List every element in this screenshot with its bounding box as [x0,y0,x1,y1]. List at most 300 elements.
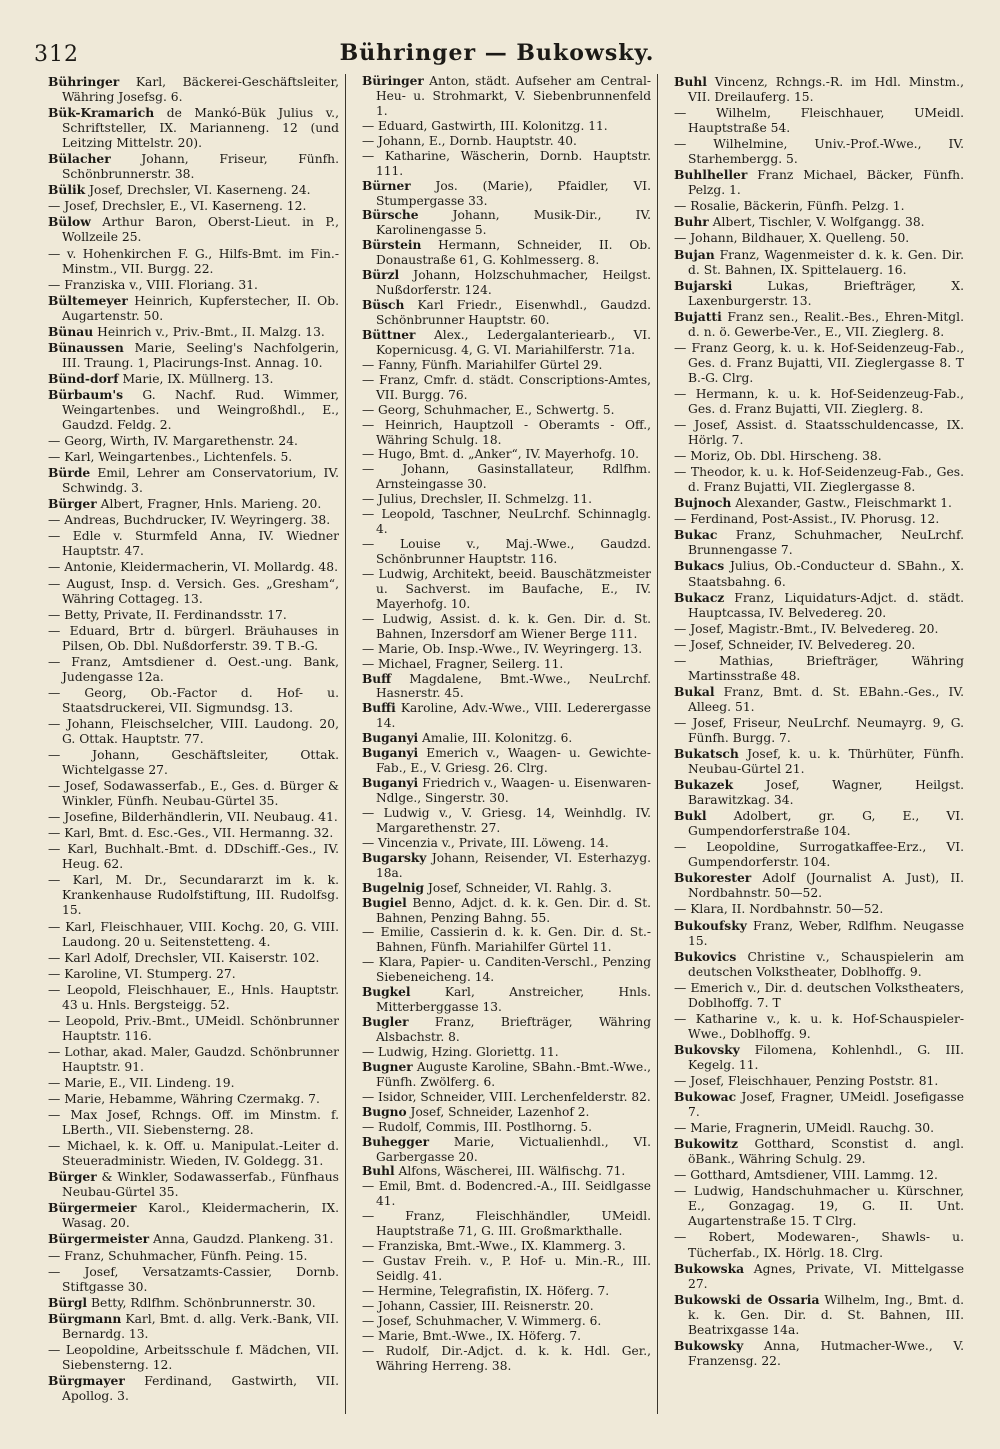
entry-details: Anna, Hutmacher-Wwe., V. Franzensg. 22. [688,1338,964,1368]
entry-details: — Vincenzia v., Private, III. Löweng. 14. [362,835,609,850]
entry-details: — Lothar, akad. Maler, Gaudzd. Schönbrunner Hauptstr. 91. [48,1044,339,1074]
directory-entry [48,607,339,623]
entry-details: Betty, Rdlfhm. Schönbrunnerstr. 30. [87,1295,316,1310]
entry-surname: Buganyi [362,776,419,791]
entry-details: — Josef, Schuhmacher, V. Wimmerg. 6. [362,1313,602,1328]
directory-entry [674,1136,964,1167]
entry-surname: Bugkel [362,985,411,1000]
entry-details: — Johann, Fleischselcher, VIII. Laudong. 20, G. Ottak. Hauptstr. 77. [48,716,339,746]
directory-entry [48,1200,339,1231]
entry-details: Wilhelm, Ing., Bmt. d. k. k. Gen. Dir. d. St. Bahnen, III. Beatrixgasse 14a. [688,1292,964,1337]
directory-entry [674,1042,964,1073]
directory-entry [48,950,339,966]
directory-entry [48,919,339,950]
entry-details: — Josefine, Bilderhändlerin, VII. Neubaug. 41. [48,810,338,825]
directory-entry [48,496,339,512]
entry-details: — Marie, Ob. Insp.-Wwe., IV. Weyringerg. 13. [362,641,643,656]
entry-details: — Karl, Fleischhauer, VIII. Kochg. 20, G. VIII. Laudong. 20 u. Seitenstetteng. 4. [48,919,339,949]
directory-entry [362,403,651,418]
directory-entry [362,418,651,448]
entry-details: — Hugo, Bmt. d. „Anker“, IV. Mayerhofg. 10. [362,447,640,462]
directory-entry [674,230,964,246]
entry-details: — Josef, Friseur, NeuLrchf. Neumayrg. 9, G. Fünfh. Burgg. 7. [674,715,964,745]
entry-details: — Heinrich, Hauptzoll - Oberamts - Off., Währing Schulg. 18. [362,417,651,447]
entry-details: Alfons, Wäscherei, III. Wälfischg. 71. [394,1164,626,1179]
entry-surname: Buhr [674,214,709,230]
directory-entry [362,657,651,672]
directory-entry [362,701,651,731]
entry-details: — Karl, Buchhalt.-Bmt. d. DDschiff.-Ges., IV. Heug. 62. [48,842,339,872]
directory-entry [362,447,651,462]
entry-details: — Klara, II. Nordbahnstr. 50—52. [674,902,884,917]
entry-details: Marie, IX. Müllnerg. 13. [118,371,274,386]
directory-entry [48,246,339,277]
directory-entry [48,371,339,387]
directory-entry [48,966,339,982]
entry-surname: Bukac [674,527,718,543]
directory-entry [674,621,964,637]
entry-surname: Bukatsch [674,746,739,762]
directory-entry [674,637,964,653]
directory-entry [362,492,651,507]
entry-details: Gotthard, Sconstist d. angl. öBank., Währing Schulg. 29. [688,1137,964,1167]
entry-details: — Karl, Bmt. d. Esc.-Ges., VII. Hermanng. 32. [48,826,334,841]
directory-entry [362,537,651,567]
entry-details: Heinrich, Kupferstecher, II. Ob. Augartenstr. 50. [62,293,339,323]
directory-entry [48,778,339,809]
entry-details: — Georg, Ob.-Factor d. Hof- u. Staatsdruckerei, VII. Sigmundsg. 13. [48,685,339,715]
directory-entry [362,1164,651,1179]
directory-entry [674,167,964,198]
entry-details: — Michael, k. k. Off. u. Manipulat.-Leiter d. Steueradministr. Wieden, IV. Goldegg. 31. [48,1139,339,1169]
entry-details: Franz, Wagenmeister d. k. k. Gen. Dir. d. St. Bahnen, IX. Spittelauerg. 16. [688,247,964,277]
directory-entry [674,901,964,917]
directory-entry [48,512,339,528]
entry-surname: Bürstein [362,238,422,253]
directory-entry [48,214,339,245]
directory-entry [362,881,651,896]
entry-details: — Leopold, Fleischhauer, E., Hnls. Hauptstr. 43 u. Hnls. Bergsteigg. 52. [48,982,339,1012]
entry-surname: Büttner [362,327,416,342]
entry-surname: Buhl [674,74,707,89]
entry-surname: Bugelnig [362,880,425,895]
directory-entry [48,825,339,841]
entry-details: Karol., Kleidermacherin, IX. Wasag. 20. [62,1201,339,1231]
directory-entry [48,716,339,747]
directory-entry [362,373,651,403]
directory-entry [362,358,651,373]
directory-entry [362,238,651,268]
entry-surname: Bukazek [674,777,734,793]
entry-details: — Johann, Cassier, III. Reisnerstr. 20. [362,1298,594,1313]
entry-details: Karoline, Adv.-Wwe., VIII. Lederergasse 14. [376,701,651,731]
entry-surname: Bürger [48,1169,97,1185]
entry-details: — Karl, M. Dr., Secundararzt im k. k. Krankenhause Rudolfstiftung, III. Rudolfsg. 15. [48,873,339,918]
directory-entry [674,417,964,448]
entry-details: — Josef, Sodawasserfab., E., Ges. d. Bürger & Winkler, Fünfh. Neubau-Gürtel 35. [48,779,339,809]
entry-details: Emil, Lehrer am Conservatorium, IV. Schwindg. 3. [62,466,339,496]
entry-surname: Bühringer [48,74,120,89]
entry-surname: Bülik [48,182,86,198]
entry-details: Johann, Holzschuhmacher, Heilgst. Nußdorferstr. 124. [376,268,651,298]
entry-surname: Buff [362,671,392,686]
directory-entry [48,872,339,918]
directory-entry [674,448,964,464]
entry-details: — Karl, Weingartenbes., Lichtenfels. 5. [48,450,293,465]
entry-details: Josef, Drechsler, VI. Kaserneng. 24. [85,183,311,198]
entry-details: — Ludwig, Handschuhmacher u. Kürschner, E., Gonzagag. 19, G. II. Unt. Augartenstraße 15. T Clrg. [674,1184,964,1229]
entry-details: Johann, Reisender, VI. Esterhazyg. 18a. [376,850,651,880]
entry-surname: Bukovsky [674,1041,740,1057]
entry-surname: Bugner [362,1059,413,1074]
entry-details: Albert, Tischler, V. Wolfgangg. 38. [708,215,925,230]
directory-entry [362,179,651,209]
entry-details: Friedrich v., Waagen- u. Eisenwaren-Ndlge., Singerstr. 30. [376,776,651,805]
directory-entry [674,74,964,105]
directory-entry [48,465,339,496]
entry-details: & Winkler, Sodawasserfab., Fünfhaus Neubau-Gürtel 35. [62,1170,339,1200]
directory-entry [362,776,651,806]
entry-details: Marie, Seeling's Nachfolgerin, III. Traung. 1, Placirungs-Inst. Annag. 10. [62,340,339,370]
directory-entry [362,462,651,492]
entry-details: Josef, Schneider, Lazenhof 2. [406,1104,590,1119]
entry-details: — Fanny, Fünfh. Mariahilfer Gürtel 29. [362,357,603,372]
directory-entry [362,119,651,134]
entry-details: — Franz, Fleischhändler, UMeidl. Hauptstraße 71, G. III. Großmarkthalle. [362,1209,651,1239]
entry-details: — Johann, Geschäftsleiter, Ottak. Wichtelgasse 27. [48,748,339,778]
directory-entry [362,612,651,642]
column-right [658,74,970,1414]
entry-surname: Bukal [674,683,715,699]
entry-details: Franz Michael, Bäcker, Fünfh. Pelzg. 1. [688,168,964,198]
entry-surname: Buffi [362,701,396,716]
entry-surname: Bukowitz [674,1136,738,1152]
directory-entry [48,559,339,575]
entry-surname: Bülacher [48,151,111,167]
entry-details: Arthur Baron, Oberst-Lieut. in P., Wollzeile 25. [62,215,339,245]
entry-details: Johann, Friseur, Fünfh. Schönbrunnerstr. 38. [62,152,339,182]
directory-entry [362,507,651,537]
directory-entry [48,449,339,465]
directory-entry [48,623,339,654]
entry-details: — Franz, Amtsdiener d. Oest.-ung. Bank, Judengasse 12a. [48,654,339,684]
entry-details: — Robert, Modewaren-, Shawls- u. Tücherfab., IX. Hörlg. 18. Clrg. [674,1230,964,1260]
entry-details: Magdalene, Bmt.-Wwe., NeuLrchf. Hasnerstr. 45. [376,671,651,701]
directory-entry [48,74,339,105]
entry-details: — Ferdinand, Post-Assist., IV. Phorusg. 12. [674,512,940,527]
directory-entry [48,293,339,324]
directory-entry [674,808,964,839]
entry-surname: Bürbaum's [48,386,124,402]
entry-surname: Bujan [674,246,715,262]
entry-details: — August, Insp. d. Versich. Ges. „Gresham“, Währing Cottageg. 13. [48,576,339,606]
directory-entry [674,715,964,746]
directory-entry [674,1073,964,1089]
entry-details: Heinrich v., Priv.-Bmt., II. Malzg. 13. [93,324,325,339]
entry-details: Josef, Schneider, VI. Rahlg. 3. [424,880,612,895]
entry-details: Johann, Musik-Dir., IV. Karolinengasse 5. [376,208,651,238]
directory-entry [48,1264,339,1295]
entry-surname: Bukoufsky [674,917,747,933]
entry-surname: Bürger [48,496,97,512]
directory-entry [674,1229,964,1260]
entry-surname: Bujarski [674,277,733,293]
directory-entry [674,464,964,495]
entry-surname: Bukowsky [674,1337,744,1353]
entry-surname: Buganyi [362,746,419,761]
entry-surname: Bujatti [674,308,722,324]
entry-details: — Josef, Assist. d. Staatsschuldencasse, IX. Hörlg. 7. [674,418,964,448]
entry-surname: Buhl [362,1164,395,1179]
directory-entry [48,528,339,559]
entry-details: — Josef, Versatzamts-Cassier, Dornb. Stiftgasse 30. [48,1264,339,1294]
directory-entry [48,277,339,293]
entry-details: — Emerich v., Dir. d. deutschen Volkstheaters, Doblhoffg. 7. T [674,980,964,1010]
entry-details: Vincenz, Rchngs.-R. im Hdl. Minstm., VII. Dreilauferg. 15. [688,75,964,105]
entry-surname: Bugno [362,1104,407,1119]
directory-entry [674,247,964,278]
entry-details: — Eduard, Gastwirth, III. Kolonitzg. 11. [362,118,608,133]
entry-surname: Bukacz [674,589,725,605]
directory-entry [674,1183,964,1229]
directory-entry [674,777,964,808]
entry-surname: Bukl [674,808,707,824]
entry-details: — Louise v., Maj.-Wwe., Gaudzd. Schönbrunner Hauptstr. 116. [362,537,651,566]
directory-entry [48,105,339,151]
entry-surname: Bünd-dorf [48,370,119,386]
directory-entry [362,1329,651,1344]
directory-entry [362,1239,651,1254]
entry-details: Josef, Fragner, UMeidl. Josefigasse 7. [688,1090,964,1120]
directory-entry [362,1344,651,1374]
directory-entry [674,1011,964,1042]
entry-details: — Karoline, VI. Stumperg. 27. [48,966,236,981]
entry-details: Franz sen., Realit.-Bes., Ehren-Mitgl. d. n. ö. Gewerbe-Ver., E., VII. Zieglerg. 8. [688,309,964,339]
directory-entry [362,134,651,149]
directory-entry [362,208,651,238]
entry-details: Albert, Fragner, Hnls. Marieng. 20. [96,497,322,512]
entry-details: — Leopold, Taschner, NeuLrchf. Schinnaglg. 4. [362,507,651,537]
directory-entry [48,1311,339,1342]
entry-details: Adolf (Journalist A. Just), II. Nordbahnstr. 50—52. [688,871,964,901]
entry-details: — Hermann, k. u. k. Hof-Seidenzeug-Fab., Ges. d. Franz Bujatti, VII. Zieglerg. 8. [674,386,964,416]
page-title: Bühringer — Bukowsky. [339,40,655,66]
directory-entry [362,1015,651,1045]
entry-surname: Bültemeyer [48,292,128,308]
entry-details: — Josef, Magistr.-Bmt., IV. Belvedereg. 20. [674,621,939,636]
entry-details: — Mathias, Briefträger, Währing Martinsstraße 48. [674,653,964,683]
directory-entry [674,198,964,214]
directory-entry [674,558,964,589]
entry-details: G. Nachf. Rud. Wimmer, Weingartenbes. und Weingroßhdl., E., Gaudzd. Feldg. 2. [62,387,339,433]
directory-entry [48,747,339,778]
entry-details: — Emilie, Cassierin d. k. k. Gen. Dir. d. St.-Bahnen, Fünfh. Mariahilfer Gürtel 11. [362,925,651,955]
directory-columns [34,74,970,1414]
directory-entry [674,870,964,901]
entry-details: — Katharine, Wäscherin, Dornb. Hauptstr. 111. [362,148,651,178]
entry-details: — Josef, Fleischhauer, Penzing Poststr. 81. [674,1074,939,1088]
entry-details: Julius, Ob.-Conducteur d. SBahn., X. Staatsbahng. 6. [688,559,964,589]
entry-details: Franz, Liquidaturs-Adjct. d. städt. Hauptcassa, IV. Belvedereg. 20. [688,590,964,620]
directory-entry [362,1284,651,1299]
entry-surname: Bugler [362,1015,409,1030]
directory-entry [674,1338,964,1369]
entry-details: — Marie, E., VII. Lindeng. 19. [48,1076,235,1090]
directory-entry [362,1299,651,1314]
directory-entry [48,1231,339,1247]
entry-details: — Josef, Schneider, IV. Belvedereg. 20. [674,637,916,652]
entry-details: Karl, Anstreicher, Hnls. Mitterberggasse 13. [376,985,651,1015]
entry-details: — Wilhelm, Fleischhauer, UMeidl. Hauptstraße 54. [674,106,964,136]
entry-details: — Antonie, Kleidermacherin, VI. Mollardg. 48. [48,560,339,575]
directory-entry [48,1075,339,1091]
directory-entry [48,182,339,198]
entry-details: Alex., Ledergalanteriearb., VI. Kopernicusg. 4, G. VI. Mariahilferstr. 71a. [376,327,651,357]
directory-entry [362,985,651,1015]
directory-entry [362,1254,651,1284]
entry-details: — v. Hohenkirchen F. G., Hilfs-Bmt. im Fin.-Minstm., VII. Burgg. 22. [48,246,339,276]
page-header [34,38,960,72]
entry-details: — Leopold, Priv.-Bmt., UMeidl. Schönbrunner Hauptstr. 116. [48,1013,339,1043]
entry-surname: Bülow [48,214,91,230]
directory-entry [48,841,339,872]
directory-entry [48,1342,339,1373]
directory-entry [362,851,651,881]
entry-details: — Gotthard, Amtsdiener, VIII. Lammg. 12. [674,1168,938,1183]
entry-details: — Betty, Private, II. Ferdinandsstr. 17. [48,607,287,622]
directory-entry [362,1045,651,1060]
entry-details: Filomena, Kohlenhdl., G. III. Kegelg. 11. [688,1042,964,1072]
entry-surname: Bürgermeier [48,1200,137,1216]
entry-surname: Buganyi [362,731,419,746]
entry-details: Karl Friedr., Eisenwhdl., Gaudzd. Schönbrunner Hauptstr. 60. [376,298,651,327]
directory-entry [674,1120,964,1136]
entry-details: — Marie, Hebamme, Währing Czermakg. 7. [48,1092,320,1107]
entry-surname: Buhlheller [674,167,748,183]
entry-surname: Bujnoch [674,495,732,511]
entry-details: — Rosalie, Bäckerin, Fünfh. Pelzg. 1. [674,199,905,214]
entry-details: — Gustav Freih. v., P. Hof- u. Min.-R., III. Seidlg. 41. [362,1254,651,1283]
directory-entry [362,1120,651,1135]
directory-entry [48,576,339,607]
entry-surname: Bünaussen [48,339,124,355]
directory-entry [674,214,964,230]
entry-details: — Emil, Bmt. d. Bodencred.-A., III. Seidlgasse 41. [362,1179,651,1209]
entry-details: Amalie, III. Kolonitzg. 6. [418,731,573,746]
entry-details: — Ludwig, Hzing. Gloriettg. 11. [362,1044,559,1059]
directory-entry [362,1209,651,1239]
directory-entry [48,1373,339,1404]
directory-entry [674,495,964,511]
directory-entry [48,1091,339,1107]
entry-details: — Johann, Bildhauer, X. Quelleng. 50. [674,231,910,246]
directory-entry [48,198,339,214]
entry-details: — Franziska v., VIII. Floriang. 31. [48,277,258,292]
entry-surname: Bürzl [362,268,400,283]
directory-entry [48,685,339,716]
directory-entry [48,809,339,825]
directory-entry [362,149,651,179]
entry-surname: Bürner [362,178,411,193]
entry-surname: Bürgmann [48,1310,122,1326]
directory-entry [362,896,651,926]
directory-entry [362,1090,651,1105]
entry-details: Anton, städt. Aufseher am Central-Heu- u. Strohmarkt, V. Siebenbrunnenfeld 1. [376,74,651,118]
entry-details: Josef, k. u. k. Thürhüter, Fünfh. Neubau-Gürtel 21. [688,747,964,777]
directory-entry [674,653,964,684]
directory-entry [362,731,651,746]
entry-details: Adolbert, gr. G, E., VI. Gumpendorferstraße 104. [688,809,964,839]
entry-details: — Georg, Wirth, IV. Margarethenstr. 24. [48,434,298,449]
entry-details: Marie, Victualienhdl., VI. Garbergasse 20. [376,1134,651,1164]
entry-details: — Johann, Gasinstallateur, Rdlfhm. Arnsteingasse 30. [362,462,651,492]
entry-details: Franz, Briefträger, Währing Alsbachstr. 8. [376,1015,651,1044]
entry-details: Franz, Weber, Rdlfhm. Neugasse 15. [688,918,964,948]
entry-details: — Franz, Cmfr. d. städt. Conscriptions-Amtes, VII. Burgg. 76. [362,372,651,402]
directory-entry [48,324,339,340]
entry-details: — Andreas, Buchdrucker, IV. Weyringerg. 38. [48,513,331,528]
entry-details: Auguste Karoline, SBahn.-Bmt.-Wwe., Fünfh. Zwölferg. 6. [376,1059,651,1089]
entry-details: Benno, Adjct. d. k. k. Gen. Dir. d. St. Bahnen, Penzing Bahng. 55. [376,895,651,925]
directory-entry [48,1013,339,1044]
directory-entry [48,654,339,685]
entry-surname: Bukovics [674,948,737,964]
entry-details: Jos. (Marie), Pfaidler, VI. Stumpergasse 33. [376,178,651,208]
entry-surname: Bukacs [674,558,725,574]
directory-entry [674,105,964,136]
entry-details: Anna, Gaudzd. Plankeng. 31. [149,1232,334,1247]
entry-details: — Georg, Schuhmacher, E., Schwertg. 5. [362,402,615,417]
entry-details: Hermann, Schneider, II. Ob. Donaustraße 61, G. Kohlmesserg. 8. [376,238,651,268]
directory-entry [362,806,651,836]
entry-details: — Rudolf, Commis, III. Postlhorng. 5. [362,1119,592,1134]
directory-entry [674,684,964,715]
entry-details: — Theodor, k. u. k. Hof-Seidenzeug-Fab., Ges. d. Franz Bujatti, VII. Zieglergasse 8. [674,465,964,495]
entry-details: — Rudolf, Dir.-Adjct. d. k. k. Hdl. Ger., Währing Herreng. 38. [362,1343,651,1373]
entry-details: — Ludwig, Assist. d. k. k. Gen. Dir. d. St. Bahnen, Inzersdorf am Wiener Berge 111. [362,611,651,641]
directory-entry [362,1060,651,1090]
entry-details: Franz, Schuhmacher, NeuLrchf. Brunnengasse 7. [688,528,964,558]
entry-surname: Bugarsky [362,850,427,865]
directory-entry [362,955,651,985]
entry-surname: Bünau [48,323,94,339]
directory-entry [674,1167,964,1183]
entry-details: Lukas, Briefträger, X. Laxenburgerstr. 13. [688,278,964,308]
entry-details: — Edle v. Sturmfeld Anna, IV. Wiedner Hauptstr. 47. [48,529,339,559]
entry-details: Christine v., Schauspielerin am deutschen Volkstheater, Doblhoffg. 9. [688,949,964,979]
directory-entry [48,340,339,371]
directory-entry [674,918,964,949]
directory-entry [48,1138,339,1169]
directory-entry [674,1292,964,1338]
directory-entry [48,433,339,449]
directory-entry [674,136,964,167]
entry-details: — Klara, Papier- u. Canditen-Verschl., Penzing Siebeneicheng. 14. [362,955,651,985]
directory-entry [674,1089,964,1120]
entry-surname: Büsch [362,298,405,313]
entry-surname: Büringer [362,74,424,88]
entry-details: — Max Josef, Rchngs. Off. im Minstm. f. LBerth., VII. Siebensterng. 28. [48,1108,339,1138]
directory-entry [674,1261,964,1292]
directory-entry [362,1179,651,1209]
entry-surname: Bürgermeister [48,1231,150,1247]
directory-entry [674,949,964,980]
entry-details: — Johann, E., Dornb. Hauptstr. 40. [362,133,577,148]
entry-surname: Bük-Kramarich [48,105,155,121]
entry-details: — Marie, Bmt.-Wwe., IX. Höferg. 7. [362,1328,581,1343]
entry-surname: Bürde [48,465,91,481]
directory-entry [362,1105,651,1120]
